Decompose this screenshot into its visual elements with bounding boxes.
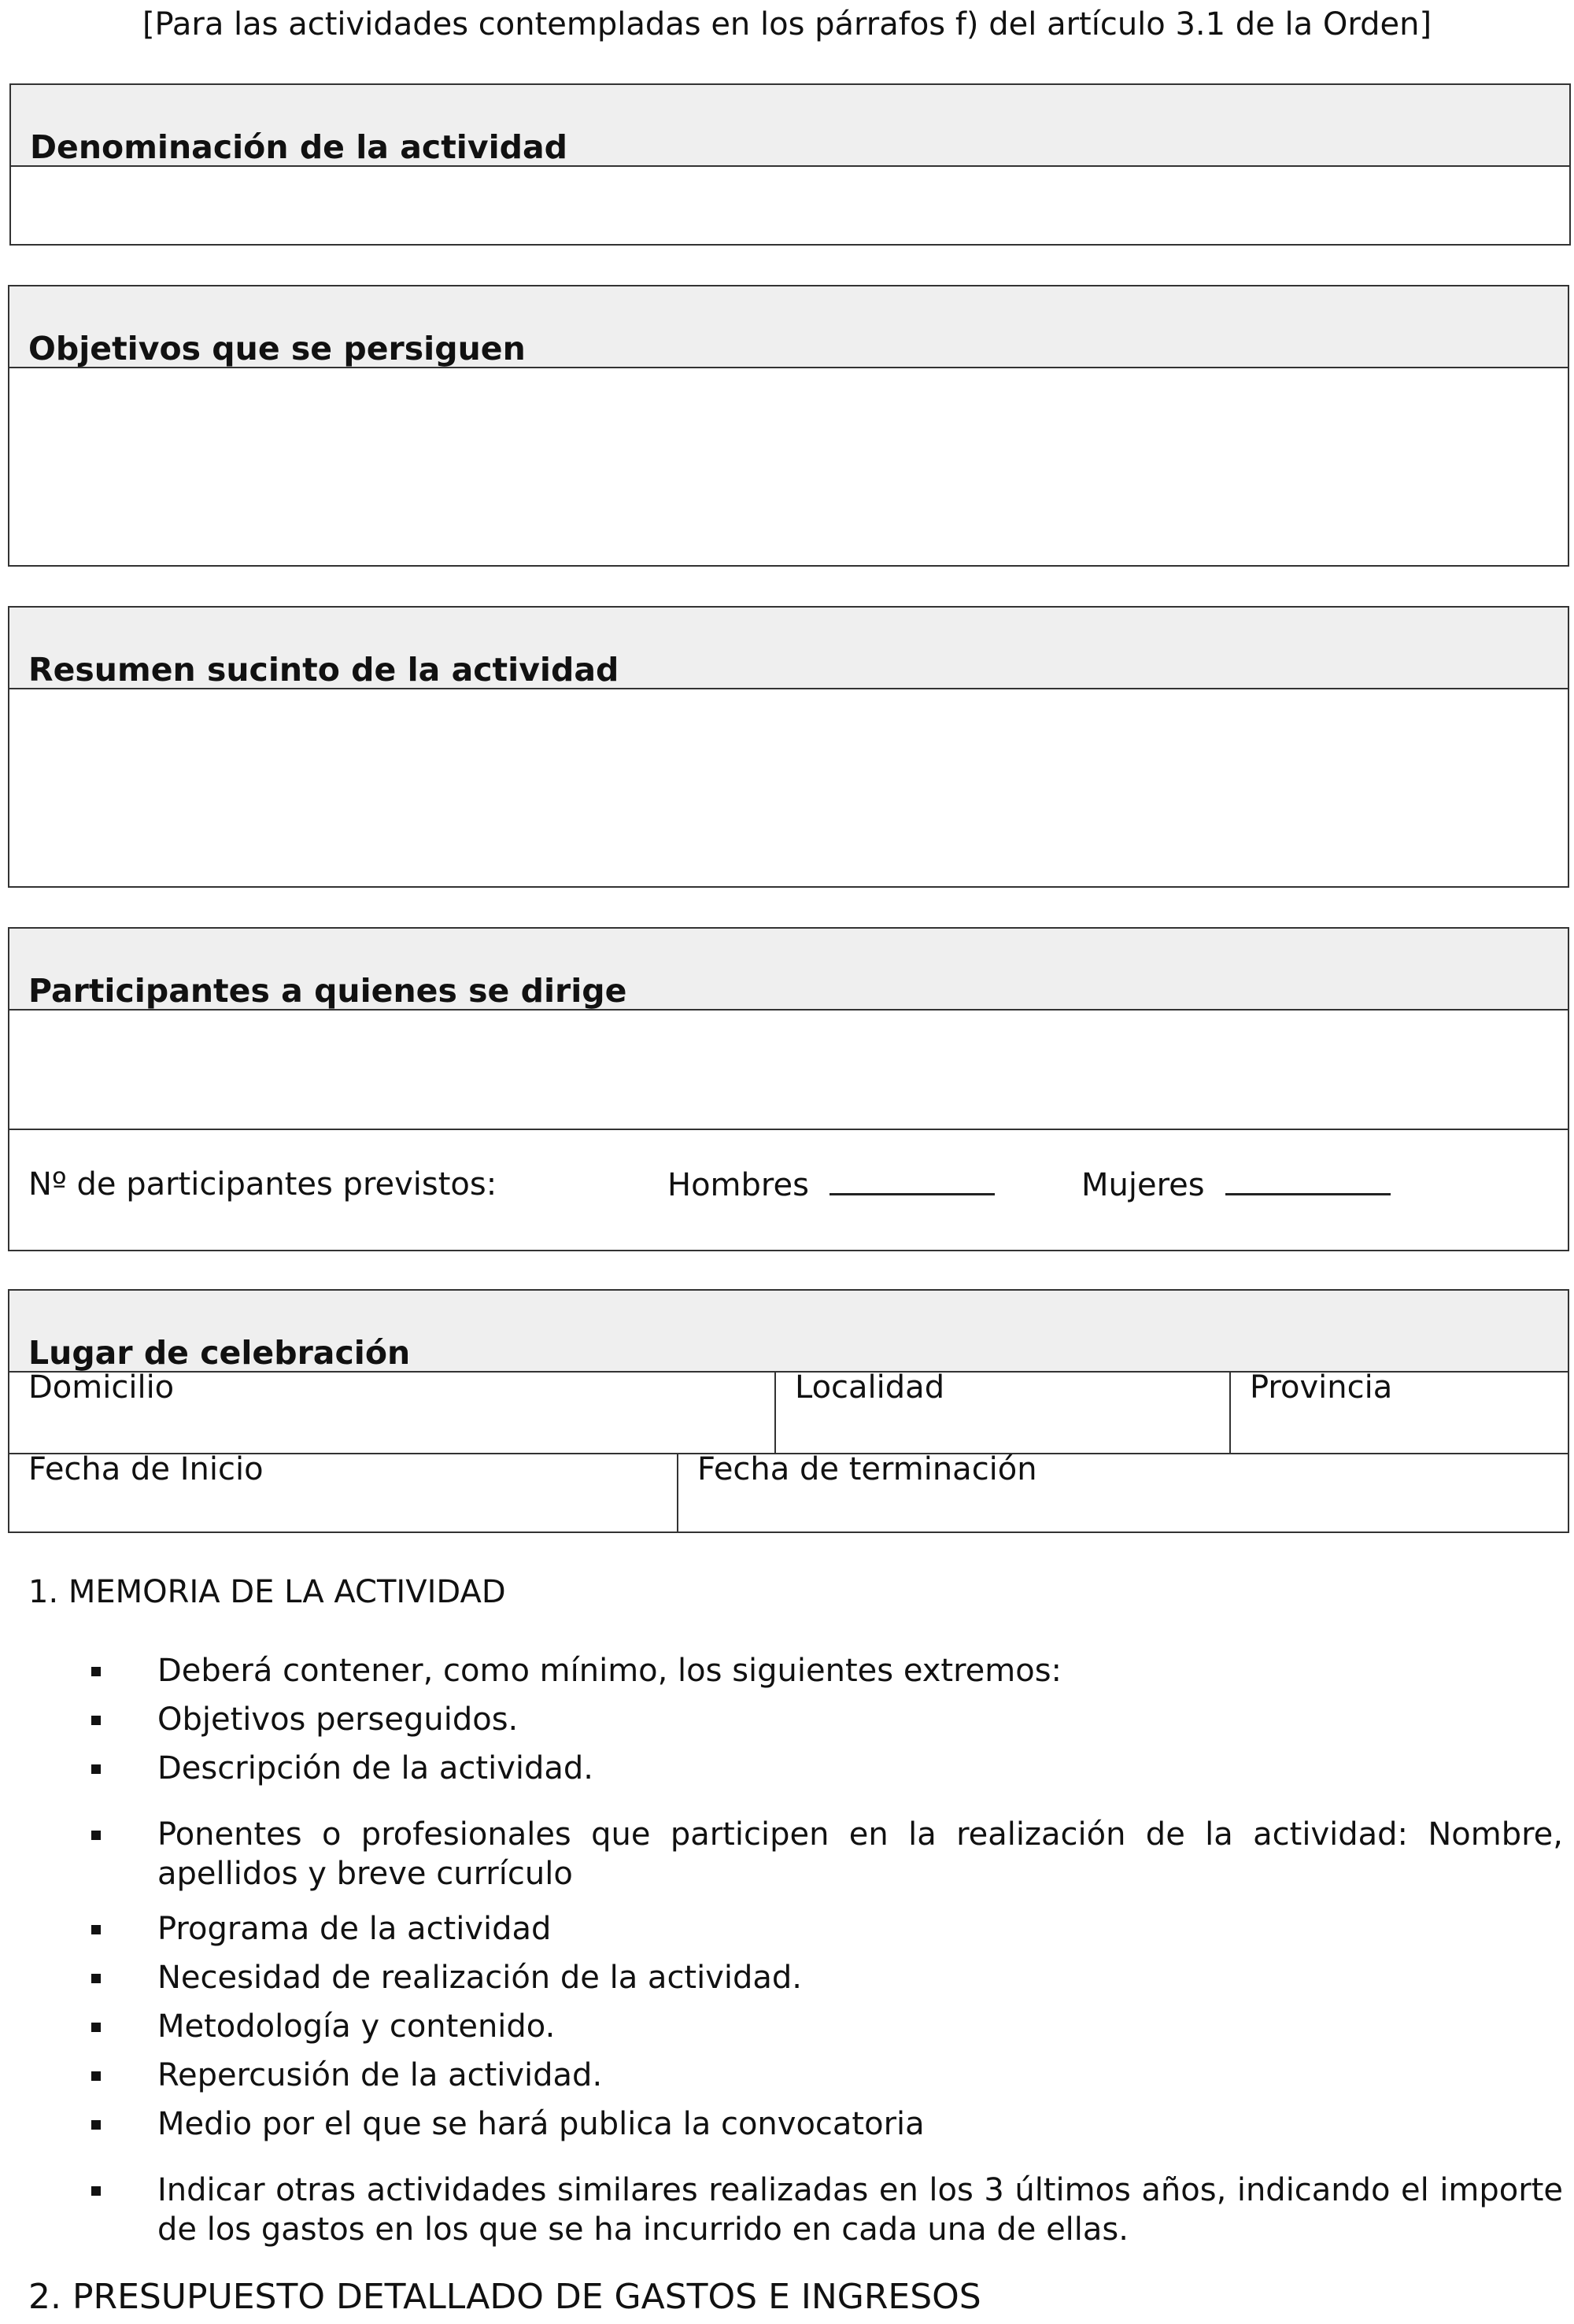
fecha-terminacion-cell[interactable] [678,1451,1568,1531]
mujeres-label: Mujeres [1081,1167,1205,1203]
memoria-title: 1. MEMORIA DE LA ACTIVIDAD [28,1574,506,1610]
domicilio-cell[interactable] [9,1369,776,1453]
lugar-label: Lugar de celebración [28,1334,411,1372]
lugar-dates-row [9,1451,1568,1531]
provincia-cell[interactable] [1231,1369,1568,1453]
localidad-cell[interactable] [776,1369,1231,1453]
lugar-address-row [9,1369,1568,1454]
presupuesto-title: 2. PRESUPUESTO DETALLADO DE GASTOS E INGRESOS [28,2277,981,2317]
mujeres-blank[interactable] [1225,1165,1391,1195]
fecha-inicio-label: Fecha de Inicio [28,1451,264,1487]
denominacion-label: Denominación de la actividad [30,128,568,166]
domicilio-label: Domicilio [28,1369,175,1406]
bullet-square-icon [91,2186,101,2196]
objetivos-header [9,286,1568,368]
participantes-header [9,929,1568,1011]
fecha-inicio-cell[interactable] [9,1451,678,1531]
bullet-square-icon [91,1716,101,1725]
objetivos-box [8,285,1569,567]
bullet-square-icon [91,2071,101,2081]
participantes-label: Participantes a quienes se dirige [28,972,627,1010]
fecha-terminacion-label: Fecha de terminación [697,1451,1037,1487]
resumen-box [8,606,1569,888]
participantes-box [8,927,1569,1251]
provincia-label: Provincia [1250,1369,1393,1406]
participantes-count-row [9,1130,1568,1250]
bullet-square-icon [91,1831,101,1840]
num-participantes-label: Nº de participantes previstos: [28,1166,497,1203]
mujeres-field[interactable] [1081,1165,1391,1205]
resumen-label: Resumen sucinto de la actividad [28,651,619,689]
bullet-square-icon [91,1974,101,1983]
hombres-field[interactable] [667,1165,995,1205]
objetivos-label: Objetivos que se persiguen [28,330,526,368]
denominacion-header [11,85,1569,167]
bullet-square-icon [91,1925,101,1934]
participantes-field[interactable] [9,1011,1568,1130]
denominacion-field[interactable] [11,167,1569,244]
resumen-field[interactable] [9,689,1568,886]
lugar-box [8,1289,1569,1533]
objetivos-field[interactable] [9,368,1568,565]
denominacion-box [9,83,1571,246]
bullet-square-icon [91,1764,101,1774]
resumen-header [9,608,1568,689]
bullet-square-icon [91,2120,101,2130]
lugar-header [9,1291,1568,1373]
intro-note: [Para las actividades contempladas en los párrafos f) del artículo 3.1 de la Orden] [142,6,1432,42]
hombres-blank[interactable] [829,1165,995,1195]
bullet-square-icon [91,2023,101,2032]
localidad-label: Localidad [795,1369,945,1406]
bullet-square-icon [91,1667,101,1676]
hombres-label: Hombres [667,1167,809,1203]
